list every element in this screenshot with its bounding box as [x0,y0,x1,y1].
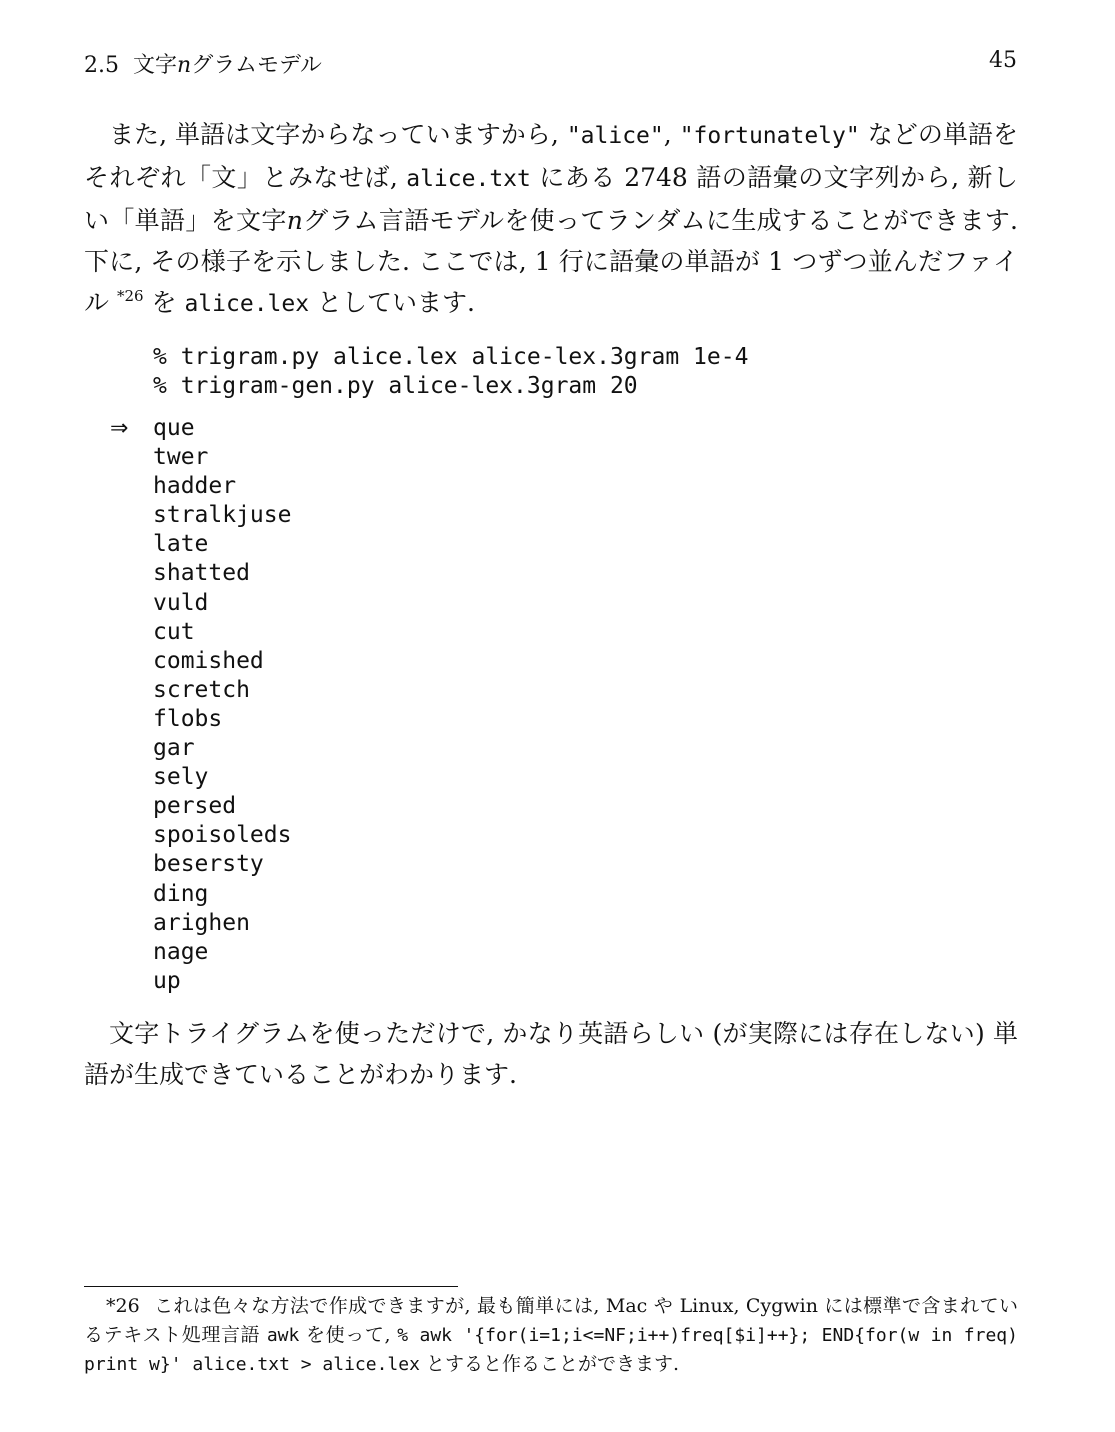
generated-word: stralkjuse [153,502,292,529]
section-title-variable: n [177,53,192,78]
generated-word-list [153,414,291,996]
generated-word: up [153,967,181,994]
generated-word: hadder [153,473,237,500]
generated-word: que [153,415,195,441]
text-run: を使って, [299,1324,398,1346]
text-run: , [663,120,680,149]
text-run: グラム言語モデルを使ってランダムに生成することができます. 下に, その様子を示しました. ここでは, 1 行に語彙の単語が 1 つずつ並んだファイル [84,206,1018,317]
generated-word: spoisoleds [153,822,292,849]
footnote-text [84,1292,1018,1379]
command-block [153,343,748,401]
text-run: また, 単語は文字からなっていますから, [109,120,567,149]
generated-word: persed [153,793,237,820]
code-awk: awk [266,1325,300,1346]
code-alice-lex: alice.lex [184,291,310,317]
section-title-pre: 文字 [133,53,178,78]
generated-word: shatted [153,560,250,587]
generated-word: late [153,531,209,558]
text-run: にある 2748 語の語彙の文字列から, 新しい「単語」を文字 [84,163,1018,235]
generated-word: nage [153,938,209,965]
footnote-divider [84,1286,458,1287]
command-line: % trigram.py alice.lex alice-lex.3gram 1e-4 [153,344,749,370]
generated-word: comished [153,647,264,674]
text-run: これは色々な方法で作成できますが, 最も簡単には, Mac や Linux, Cygwin には標準で含まれているテキスト処理言語 [84,1295,1018,1346]
text-run: などの単語をそれぞれ「文」とみなせば, [84,120,1018,192]
footnote [84,1292,1018,1379]
command-line: % trigram-gen.py alice-lex.3gram 20 [153,373,638,399]
code-alice-txt: alice.txt [406,166,531,192]
math-variable-n: n [286,206,303,235]
paragraph-text [84,114,1018,325]
body-paragraph-2 [84,1013,1018,1095]
generated-word: ding [153,880,209,907]
section-number: 2.5 [84,53,119,78]
footnote-reference: *26 [116,287,144,305]
text-run: とすると作ることができます. [419,1353,680,1375]
running-header [84,48,1017,78]
generated-word: gar [153,735,195,762]
code-alice: "alice" [566,123,664,149]
generated-word: vuld [153,589,209,616]
footnote-mark: *26 [106,1295,140,1317]
paragraph-text: 文字トライグラムを使っただけで, かなり英語らしい (が実際には存在しない) 単語が生成できていることがわかります. [84,1019,1018,1089]
text-run: を [143,288,185,317]
page-number: 45 [989,48,1017,73]
section-heading [84,48,322,79]
generated-word: scretch [153,676,250,703]
generated-word: cut [153,618,195,645]
generated-word: besersty [153,851,264,878]
code-fortunately: "fortunately" [679,123,860,149]
section-title-post: グラムモデル [191,53,322,78]
body-paragraph-1 [84,114,1018,325]
generated-word: twer [153,444,209,471]
generated-word: flobs [153,705,223,732]
text-run: としています. [309,288,475,317]
result-arrow-icon: ⇒ [110,416,129,441]
generated-word: arighen [153,909,250,936]
code-awk-command: % awk '{for(i=1;i<=NF;i++)freq[$i]++}; END{for(w in freq) print w}' alice.txt > alice.lex [84,1325,1018,1375]
generated-word: sely [153,764,209,791]
